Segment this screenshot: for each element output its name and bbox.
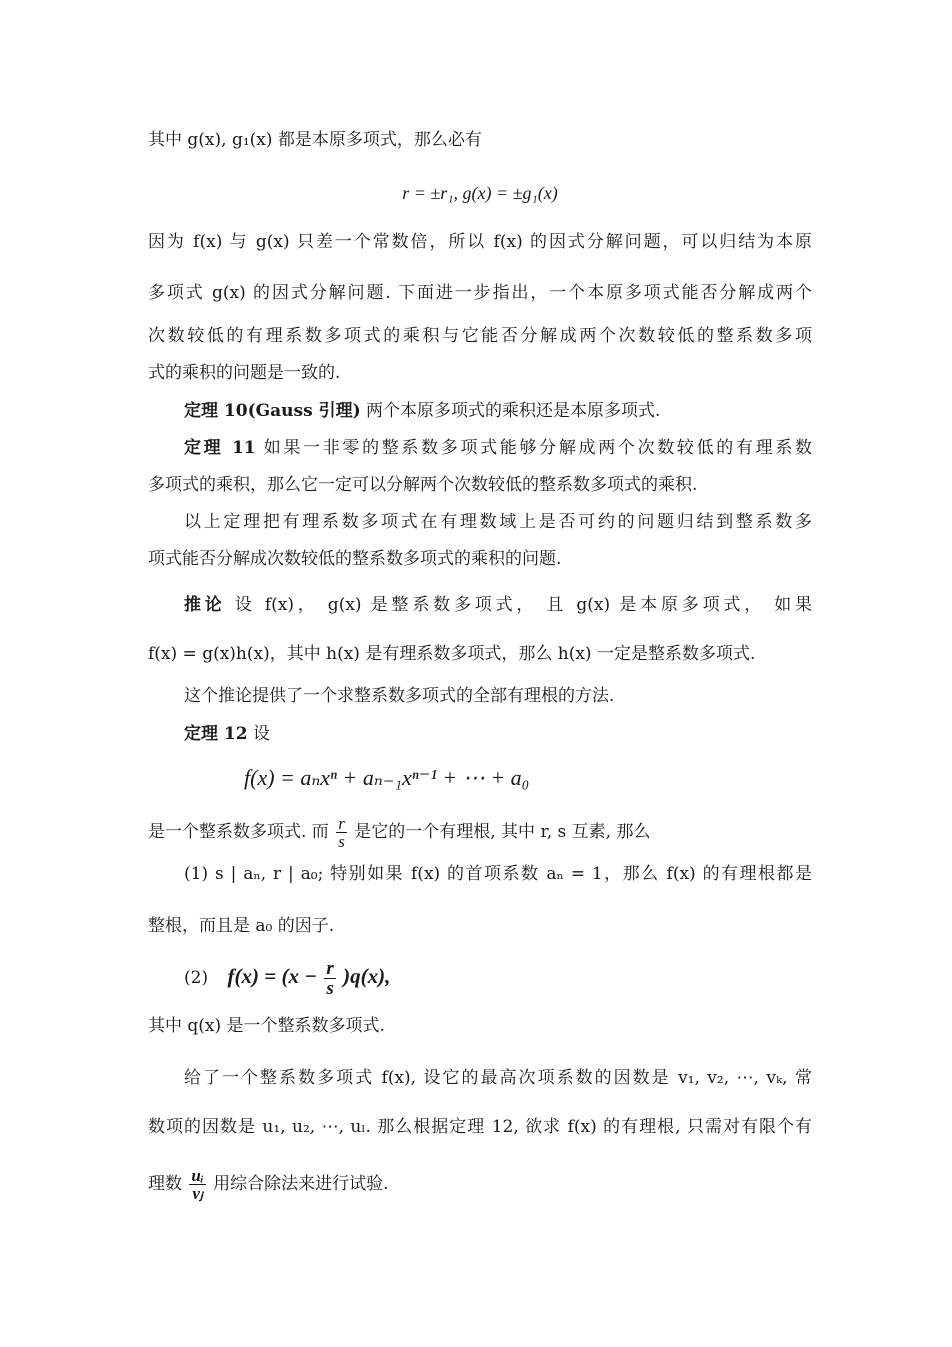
equation-segment: f(x) = (x − (227, 964, 317, 988)
equation-segment: )q(x), (343, 964, 391, 988)
fraction-denominator: s (338, 832, 345, 851)
text-line: 数项的因数是 u₁, u₂, ⋯, uₗ. 那么根据定理 12, 欲求 f(x) 的有理根, 只需对有限个有 (148, 1117, 812, 1137)
fraction-r-over-s (324, 959, 335, 998)
text-segment: 是一个整系数多项式. 而 (148, 822, 329, 842)
theorem-heading: 定理 12 (184, 724, 248, 744)
text-line: 多项式的乘积，那么它一定可以分解两个次数较低的整系数多项式的乘积. (148, 475, 698, 495)
fraction-denominator: s (326, 978, 334, 999)
corollary (184, 593, 812, 617)
theorem-12 (184, 722, 812, 746)
fraction-numerator: r (338, 814, 345, 833)
theorem-heading: 定理 10(Gauss 引理) (184, 401, 361, 421)
text-line-with-fraction (148, 1164, 812, 1204)
theorem-body: 两个本原多项式的乘积还是本原多项式. (360, 401, 661, 421)
fraction-numerator: uᵢ (191, 1166, 204, 1185)
text-line: 其中 q(x) 是一个整系数多项式. (148, 1016, 385, 1036)
text-line: 这个推论提供了一个求整系数多项式的全部有理根的方法. (184, 686, 615, 706)
fraction-denominator: vⱼ (192, 1184, 203, 1203)
text-line: 整根，而且是 a₀ 的因子. (148, 916, 335, 936)
text-line-with-fraction (148, 814, 812, 850)
display-equation: r = ±r₁, g(x) = ±g₁(x) (402, 183, 558, 203)
text-line: 式的乘积的问题是一致的. (148, 363, 341, 383)
text-segment: 理数 (148, 1174, 182, 1194)
text-line: 项式能否分解成次数较低的整系数多项式的乘积的问题. (148, 549, 562, 569)
theorem-heading: 定理 11 (184, 438, 256, 458)
polynomial-equation: f(x) = aₙxⁿ + aₙ₋₁xⁿ⁻¹ + ⋯ + a₀ (244, 765, 530, 790)
theorem-body: 如果一非零的整系数多项式能够分解成两个次数较低的有理系数 (255, 438, 812, 458)
text-line: (1) s | aₙ, r | a₀; 特别如果 f(x) 的首项系数 aₙ = 1，那么 f(x) 的有理根都是 (184, 864, 812, 884)
theorem-11 (184, 436, 812, 460)
fraction-u-over-v (189, 1167, 205, 1202)
fraction-r-over-s (336, 815, 347, 850)
text-line: 次数较低的有理系数多项式的乘积与它能否分解成两个次数较低的整系数多项 (148, 326, 812, 346)
theorem-body: 设 (247, 724, 270, 744)
item-number: (2) (184, 968, 209, 988)
theorem-10 (184, 399, 812, 423)
text-line: 给了一个整系数多项式 f(x), 设它的最高次项系数的因数是 v₁, v₂, ⋯, vₖ, 常 (184, 1068, 812, 1088)
text-line: 多项式 g(x) 的因式分解问题. 下面进一步指出，一个本原多项式能否分解成两个 (148, 283, 812, 303)
text-line: 其中 g(x), g₁(x) 都是本原多项式，那么必有 (148, 130, 482, 150)
item-2-equation (184, 956, 812, 998)
text-segment: 是它的一个有理根, 其中 r, s 互素, 那么 (354, 822, 651, 842)
corollary-heading: 推论 (184, 595, 226, 615)
text-line: 以上定理把有理系数多项式在有理数域上是否可约的问题归结到整系数多 (184, 512, 812, 532)
corollary-body: 设 f(x)， g(x) 是整系数多项式， 且 g(x) 是本原多项式， 如果 (225, 595, 813, 615)
text-line: 因为 f(x) 与 g(x) 只差一个常数倍，所以 f(x) 的因式分解问题，可以归结为本原 (148, 232, 812, 252)
text-line: f(x) = g(x)h(x)，其中 h(x) 是有理系数多项式，那么 h(x) 一定是整系数多项式. (148, 644, 756, 664)
text-segment: 用综合除法来进行试验. (213, 1174, 389, 1194)
fraction-numerator: r (326, 958, 334, 979)
